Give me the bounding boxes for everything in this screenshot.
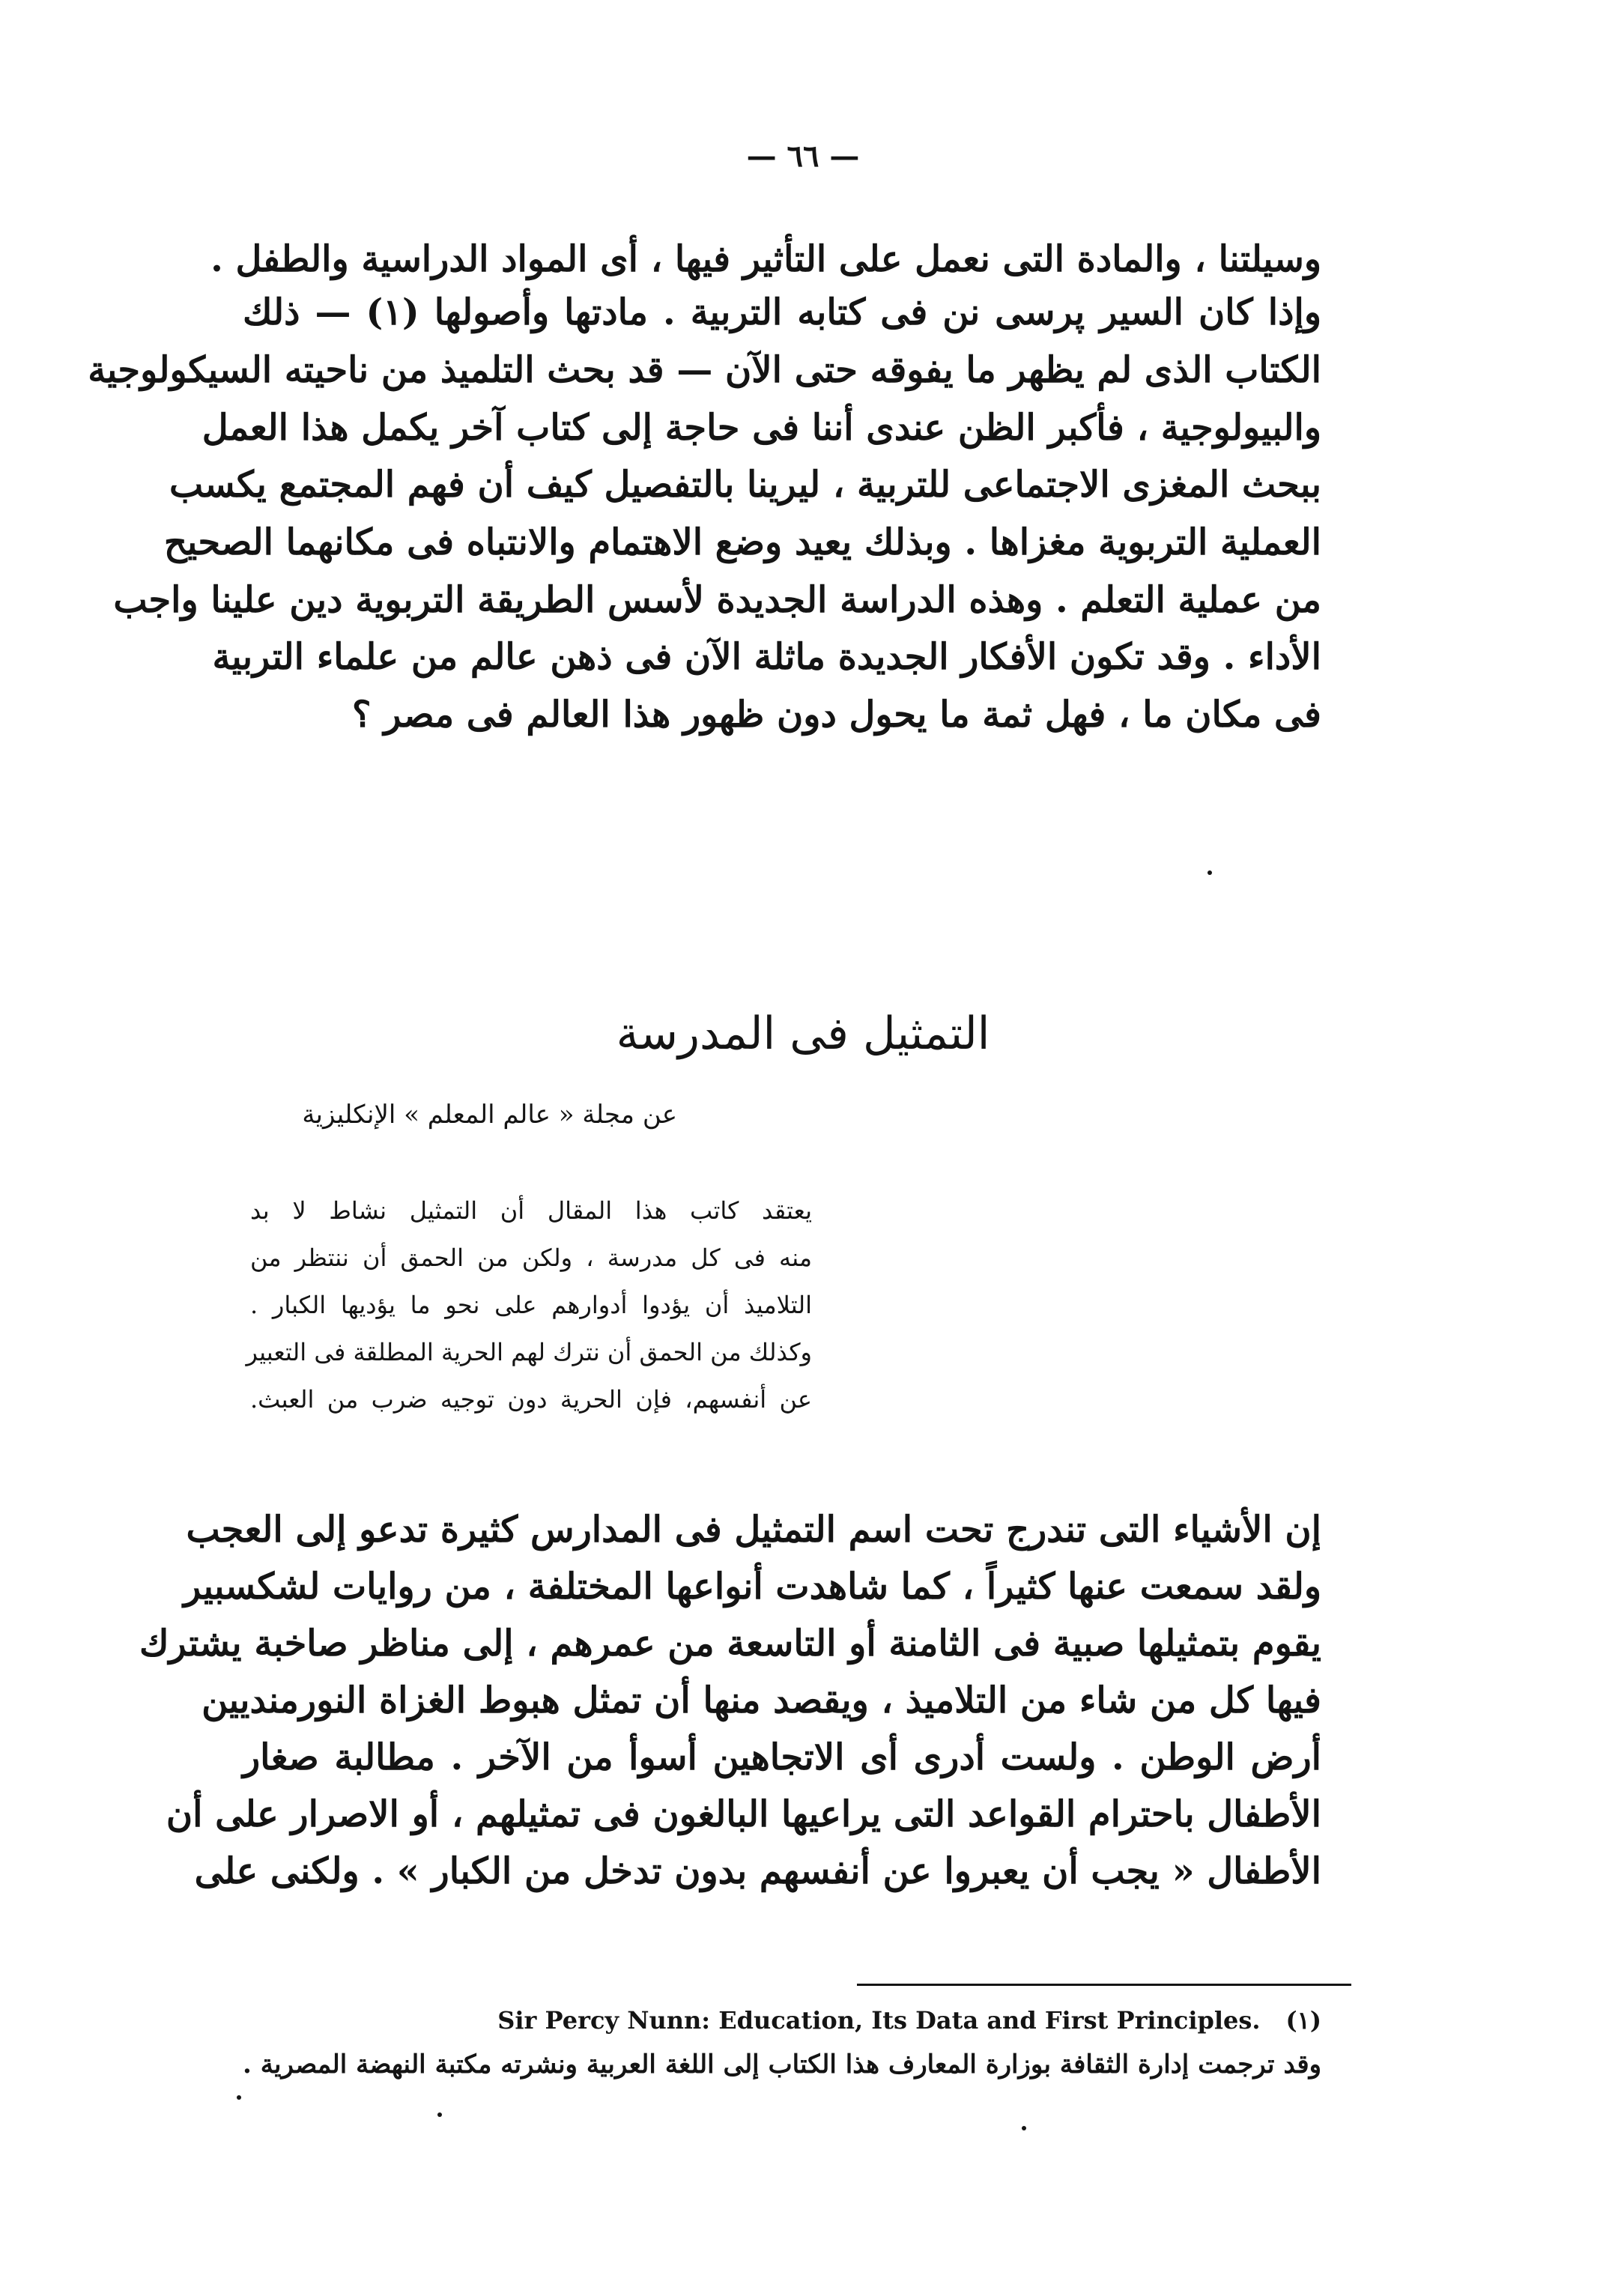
footnote-citation	[497, 2006, 1321, 2035]
text-line: العملية التربوية مغزاها . وبذلك يعيد وضع الاهتمام والانتباه فى مكانهما الصحيح	[163, 521, 1321, 563]
text-line: الأطفال « يجب أن يعبروا عن أنفسهم بدون تدخل من الكبار » . ولكنى على	[194, 1850, 1321, 1892]
text-line: وسيلتنا ، والمادة التى نعمل على التأثير فيها ، أى المواد الدراسية والطفل .	[210, 238, 1321, 280]
abstract-line: عن أنفسهم، فإن الحرية دون توجيه ضرب من العبث.	[250, 1385, 812, 1414]
page-number: — ٦٦ —	[746, 139, 860, 174]
text-line: ولقد سمعت عنها كثيراً ، كما شاهدت أنواعها المختلفة ، من روايات لشكسبير	[184, 1566, 1321, 1608]
text-line: فى مكان ما ، فهل ثمة ما يحول دون ظهور هذا العالم فى مصر ؟	[352, 694, 1321, 736]
text-line: إن الأشياء التى تندرج تحت اسم التمثيل فى المدارس كثيرة تدعو إلى العجب	[186, 1509, 1321, 1551]
abstract-line: منه فى كل مدرسة ، ولكن من الحمق أن ننتظر من	[250, 1244, 813, 1272]
footnote-note: وقد ترجمت إدارة الثقافة بوزارة المعارف هذا الكتاب إلى اللغة العربية ونشرته مكتبة النهضة المصرية .	[243, 2050, 1321, 2080]
text-line: ببحث المغزى الاجتماعى للتربية ، ليرينا بالتفصيل كيف أن فهم المجتمع يكسب	[169, 464, 1321, 506]
text-line: فيها كل من شاء من التلاميذ ، ويقصد منها أن تمثل هبوط الغزاة النورمنديين	[201, 1679, 1321, 1721]
text-line: من عملية التعلم . وهذه الدراسة الجديدة لأسس الطريقة التربوية دين علينا واجب	[113, 579, 1321, 621]
text-line: الأطفال باحترام القواعد التى يراعيها البالغون فى تمثيلهم ، أو الاصرار على أن	[166, 1793, 1321, 1835]
scan-speck	[1207, 870, 1212, 875]
text-line: أرض الوطن . ولست أدرى أى الاتجاهين أسوأ من الآخر . مطالبة صغار	[243, 1736, 1321, 1778]
text-line: الكتاب الذى لم يظهر ما يفوقه حتى الآن — قد بحث التلميذ من ناحيته السيكولوجية	[88, 349, 1321, 391]
footnote-text: Sir Percy Nunn: Education, Its Data and First Principles.	[497, 2006, 1261, 2035]
abstract-line: التلاميذ أن يؤدوا أدوارهم على نحو ما يؤديها الكبار .	[250, 1291, 812, 1319]
text-line: وإذا كان السير پرسى نن فى كتابه التربية . مادتها وأصولها (١) — ذلك	[243, 291, 1321, 333]
source-line: عن مجلة « عالم المعلم » الإنكليزية	[302, 1100, 677, 1130]
scan-speck	[437, 2112, 442, 2117]
footnote-marker: (١)	[1285, 2006, 1321, 2035]
footnote-divider	[857, 1984, 1351, 1986]
abstract-line: يعتقد كاتب هذا المقال أن التمثيل نشاط لا بد	[250, 1196, 812, 1225]
scan-speck	[1022, 2126, 1026, 2130]
text-line: الأداء . وقد تكون الأفكار الجديدة ماثلة الآن فى ذهن عالم من علماء التربية	[212, 636, 1321, 678]
abstract-line: وكذلك من الحمق أن نترك لهم الحرية المطلقة فى التعبير	[246, 1338, 812, 1366]
section-title: التمثيل فى المدرسة	[616, 1008, 990, 1060]
text-line: يقوم بتمثيلها صبية فى الثامنة أو التاسعة من عمرهم ، إلى مناظر صاخبة يشترك	[139, 1623, 1321, 1665]
text-line: والبيولوجية ، فأكبر الظن عندى أننا فى حاجة إلى كتاب آخر يكمل هذا العمل	[201, 407, 1321, 449]
scan-speck	[237, 2095, 241, 2100]
